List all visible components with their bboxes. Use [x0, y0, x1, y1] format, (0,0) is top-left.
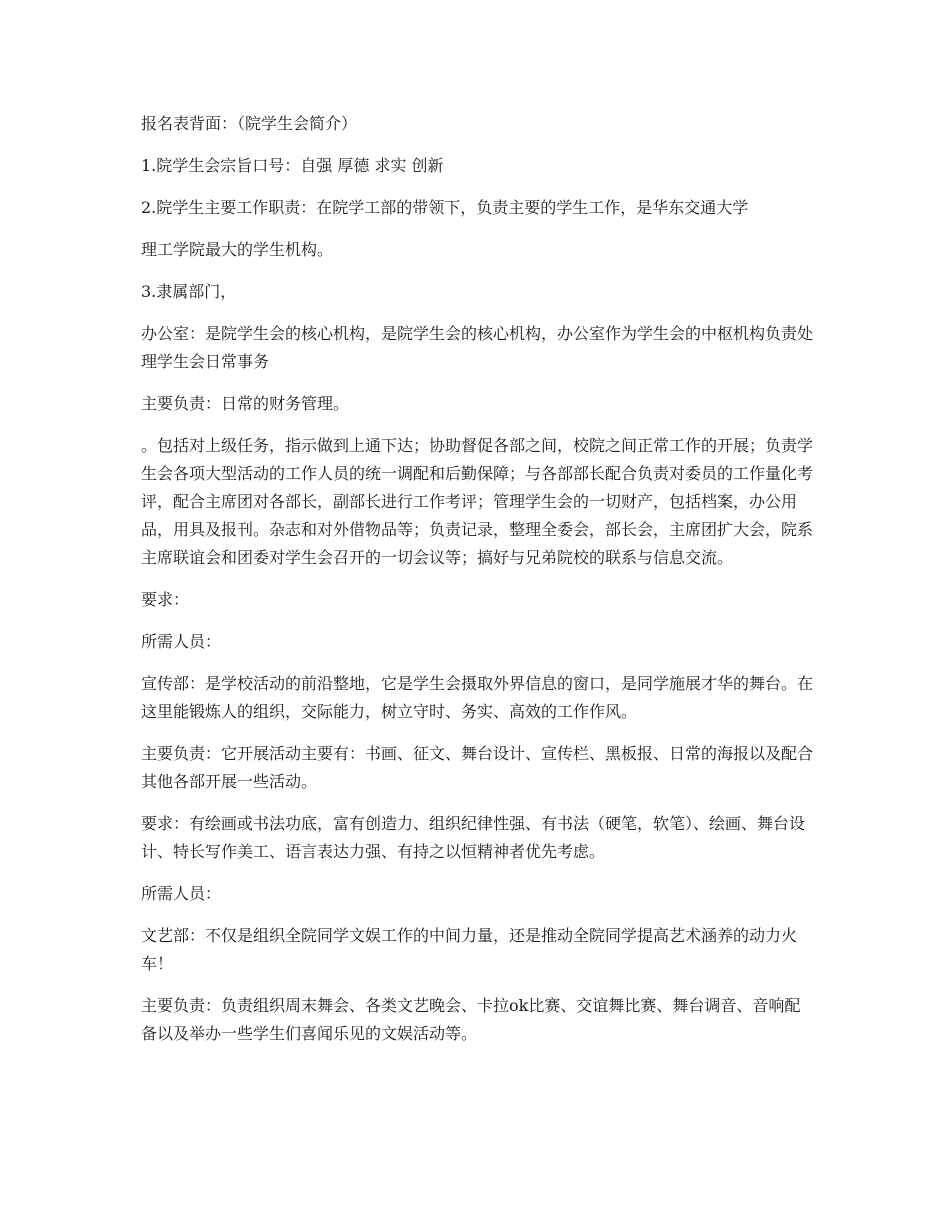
duties-continued-paragraph: 理工学院最大的学生机构。 [141, 240, 334, 259]
publicity-staff-label: 所需人员： [141, 884, 222, 903]
office-intro-paragraph: 办公室：是院学生会的核心机构，是院学生会的核心机构，办公室作为学生会的中枢机构负责处理学生会日常事务 [141, 324, 814, 371]
publicity-requirements-paragraph: 要求：有绘画或书法功底，富有创造力、组织纪律性强、有书法（硬笔，软笔）、绘画、舞台设计、特长写作美工、语言表达力强、有持之以恒精神者优先考虑。 [141, 814, 806, 861]
motto-paragraph: 1.院学生会宗旨口号：自强 厚德 求实 创新 [141, 156, 444, 175]
duties-paragraph: 2.院学生主要工作职责：在院学工部的带领下，负责主要的学生工作，是华东交通大学 [141, 198, 749, 217]
office-main-duty-paragraph: 主要负责：日常的财务管理。 [141, 394, 350, 413]
office-requirements-label: 要求： [141, 590, 190, 609]
publicity-main-duty-paragraph: 主要负责：它开展活动主要有：书画、征文、舞台设计、宣传栏、黑板报、日常的海报以及配合其他各部开展一些活动。 [141, 744, 814, 791]
arts-intro-paragraph: 文艺部：不仅是组织全院同学文娱工作的中间力量，还是推动全院同学提高艺术涵养的动力火车！ [141, 926, 798, 973]
arts-main-duty-paragraph: 主要负责：负责组织周末舞会、各类文艺晚会、卡拉ok比赛、交谊舞比赛、舞台调音、音响配备以及举办一些学生们喜闻乐见的文娱活动等。 [141, 996, 801, 1043]
office-staff-label: 所需人员： [141, 632, 222, 651]
document-page [141, 110, 813, 1062]
form-back-heading: 报名表背面：（院学生会简介） [141, 114, 358, 133]
departments-heading: 3.隶属部门， [141, 282, 237, 301]
publicity-intro-paragraph: 宣传部：是学校活动的前沿整地，它是学生会摄取外界信息的窗口，是同学施展才华的舞台。在这里能锻炼人的组织，交际能力，树立守时、务实、高效的工作作风。 [141, 674, 814, 721]
office-details-paragraph: 。包括对上级任务，指示做到上通下达；协助督促各部之间，校院之间正常工作的开展；负责学生会各项大型活动的工作人员的统一调配和后勤保障；与各部部长配合负责对委员的工作量化考评，配合主席团对各部长，副部长进行工作考评；管理学生会的一切财产，包括档案，办公用品，用具及报刊。杂志和对外借物品等；负责记录，整理全委会，部长会，主席团扩大会，院系主席联谊会和团委对学生会召开的一切会议等；搞好与兄弟院校的联系与信息交流。 [141, 436, 814, 567]
